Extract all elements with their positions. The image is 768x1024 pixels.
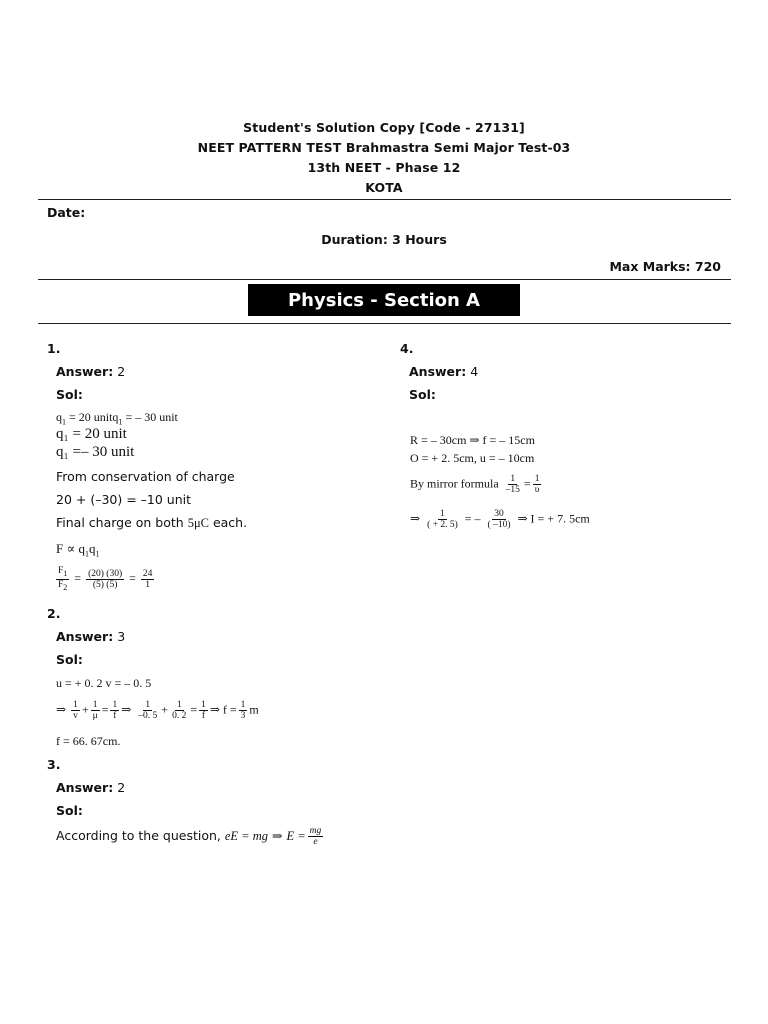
math-text: ⇒: [56, 702, 67, 717]
answer-line: [56, 364, 125, 379]
numerator: 1: [510, 474, 516, 484]
math-text: = –: [464, 511, 481, 526]
unit: 5μC: [187, 516, 209, 530]
math-sub: 1: [63, 568, 68, 578]
answer-value: 3: [117, 629, 126, 644]
answer-value: 2: [117, 780, 126, 795]
answer-value: 4: [470, 364, 479, 379]
math-text: =: [129, 571, 136, 586]
numerator: 1: [176, 700, 182, 710]
math-text: +: [161, 702, 169, 717]
denominator: –0. 5: [138, 711, 158, 721]
answer-line: [56, 780, 125, 795]
denominator: ( + 2. 5): [427, 520, 458, 530]
question-number: 3.: [47, 757, 61, 772]
answer-label: Answer:: [56, 780, 114, 795]
denominator: f: [201, 711, 206, 721]
fraction: [504, 474, 522, 495]
denominator: 1: [145, 579, 151, 590]
numerator: 30: [494, 509, 504, 519]
numerator: 1: [92, 700, 98, 710]
math-text: m: [249, 702, 259, 717]
denominator: μ: [92, 711, 98, 721]
duration-text: Duration: 3 Hours: [321, 232, 447, 247]
text: Final charge on both: [56, 515, 188, 530]
sol-label: Sol:: [56, 803, 83, 818]
math-text: = 20 unitq: [66, 410, 119, 424]
numerator: 1: [73, 700, 78, 710]
math-text: ⇒: [121, 702, 132, 717]
answer-label: Answer:: [56, 629, 114, 644]
fraction: [110, 700, 119, 721]
denominator: ( –10): [487, 520, 511, 530]
answer-label: Answer:: [409, 364, 467, 379]
fraction: [308, 826, 324, 847]
answer-label: Answer:: [56, 364, 114, 379]
numerator: 1: [112, 700, 118, 710]
fraction: [199, 700, 208, 721]
math-line: [56, 700, 259, 721]
math-text: =: [74, 571, 82, 586]
text-line: 20 + (–30) = –10 unit: [56, 492, 192, 507]
numerator: 1: [440, 509, 445, 519]
math-text: eE = mg: [224, 829, 268, 843]
math-line: q₁ = 20 unit: [56, 426, 127, 442]
math-line: [410, 474, 543, 495]
divider: [38, 279, 731, 280]
denominator: 0. 2: [172, 711, 187, 721]
math-text: By mirror formula: [410, 476, 499, 491]
sol-label: Sol:: [56, 652, 83, 667]
denominator: (5) (5): [92, 579, 118, 590]
text-line: [56, 515, 247, 531]
denominator: 3: [240, 711, 246, 721]
math-text: F: [58, 566, 64, 576]
fraction: [239, 700, 248, 721]
text-line: [56, 826, 325, 847]
max-marks-text: Max Marks: 720: [609, 259, 721, 274]
answer-value: 2: [117, 364, 126, 379]
math-line: O = + 2. 5cm, u = – 10cm: [410, 451, 535, 465]
divider: [38, 199, 731, 200]
fraction: [56, 566, 69, 593]
sol-label: Sol:: [409, 387, 436, 402]
answer-line: [56, 629, 125, 644]
header-phase: 13th NEET - Phase 12: [307, 160, 461, 175]
section-title: Physics - Section A: [248, 284, 520, 316]
math-sub: 1: [85, 549, 90, 559]
math-sub: 1: [95, 549, 100, 559]
numerator: (20) (30): [88, 568, 123, 579]
document-header: [0, 118, 768, 198]
answer-line: [409, 364, 478, 379]
question-number: 4.: [400, 341, 414, 356]
fraction: [86, 569, 124, 590]
math-text: =: [190, 702, 198, 717]
numerator: 1: [534, 474, 540, 484]
divider: [38, 323, 731, 324]
math-line: [54, 566, 156, 593]
header-test-name: NEET PATTERN TEST Brahmastra Semi Major Test-03: [197, 140, 571, 155]
fraction: [141, 569, 155, 590]
question-number: 2.: [47, 606, 61, 621]
math-text: = – 30 unit: [122, 410, 178, 424]
denominator: –15: [505, 485, 520, 495]
fraction: [533, 474, 542, 495]
fraction: [136, 700, 159, 721]
denominator: v: [73, 711, 78, 721]
math-sub: 2: [63, 582, 68, 592]
math-line: q₁ =– 30 unit: [56, 444, 135, 460]
math-line: f = 66. 67cm.: [56, 734, 121, 748]
date-label: Date:: [47, 205, 86, 220]
fraction: [71, 700, 80, 721]
math-text: ⇒: [410, 511, 421, 526]
text-line: From conservation of charge: [56, 469, 235, 484]
text: each.: [208, 515, 248, 530]
math-sub: 1: [118, 417, 123, 427]
numerator: 1: [145, 700, 151, 710]
math-text: +: [81, 702, 89, 717]
math-text: ⇒: [271, 829, 283, 843]
sol-label: Sol:: [56, 387, 83, 402]
math-text: F: [58, 579, 64, 590]
math-line: u = + 0. 2 v = – 0. 5: [56, 676, 152, 690]
numerator: 24: [142, 568, 153, 579]
fraction: [170, 700, 188, 721]
math-text: ⇒ I = + 7. 5cm: [517, 511, 590, 526]
math-line: R = – 30cm ⇒ f = – 15cm: [410, 433, 535, 447]
math-text: ⇒ f =: [209, 702, 237, 717]
math-text: F ∝ q: [56, 541, 86, 556]
math-text: =: [523, 476, 531, 491]
numerator: 1: [240, 700, 246, 710]
math-text: q: [89, 541, 96, 556]
denominator: υ: [534, 485, 540, 495]
fraction: [486, 509, 513, 530]
numerator: mg: [309, 826, 322, 836]
math-line: [56, 410, 178, 426]
header-title: Student's Solution Copy [Code - 27131]: [243, 120, 525, 135]
header-location: KOTA: [365, 180, 403, 195]
numerator: 1: [201, 700, 206, 710]
text: According to the question,: [56, 828, 225, 843]
math-text: =: [101, 702, 109, 717]
question-number: 1.: [47, 341, 61, 356]
math-line: [56, 541, 100, 559]
math-line: [410, 509, 590, 530]
denominator: e: [313, 837, 318, 847]
math-text: E =: [286, 829, 306, 843]
denominator: f: [113, 711, 117, 721]
fraction: [425, 509, 460, 530]
math-text: q: [56, 410, 62, 424]
fraction: [91, 700, 100, 721]
math-sub: 1: [62, 417, 66, 427]
